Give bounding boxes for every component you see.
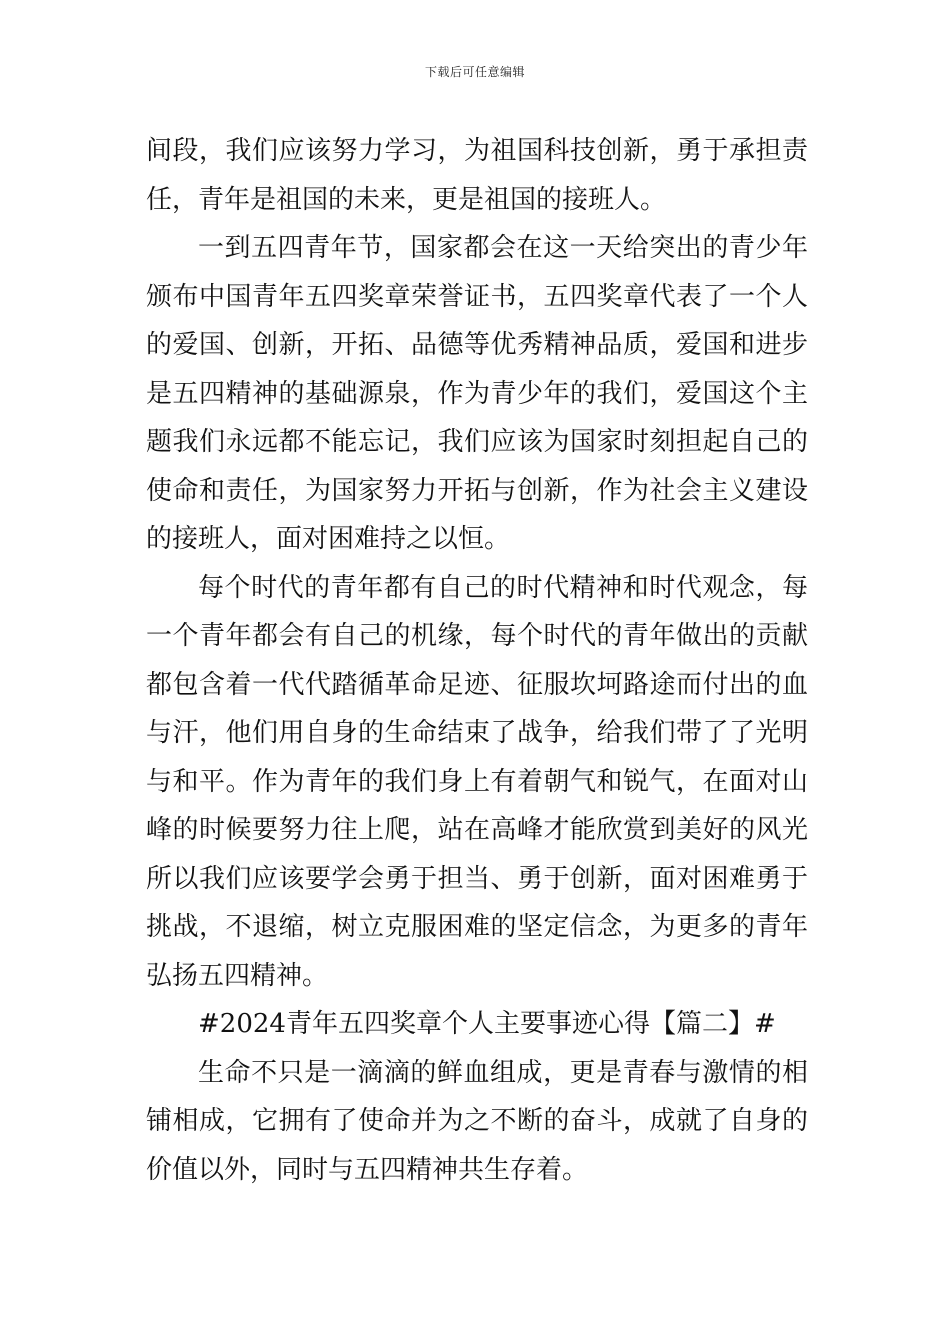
document-body	[146, 127, 808, 1194]
paragraph-2: 一到五四青年节，国家都会在这一天给突出的青少年颁布中国青年五四奖章荣誉证书，五四奖章代表了一个人的爱国、创新，开拓、品德等优秀精神品质，爱国和进步是五四精神的基础源泉，作为青少年的我们，爱国这个主题我们永远都不能忘记，我们应该为国家时刻担起自己的使命和责任，为国家努力开拓与创新，作为社会主义建设的接班人，面对困难持之以恒。	[146, 233, 808, 554]
paragraph-1: 间段，我们应该努力学习，为祖国科技创新，勇于承担责任，青年是祖国的未来，更是祖国的接班人。	[146, 136, 808, 215]
paragraph-3: 每个时代的青年都有自己的时代精神和时代观念，每一个青年都会有自己的机缘，每个时代的青年做出的贡献都包含着一代代踏循革命足迹、征服坎坷路途而付出的血与汗，他们用自身的生命结束了战争，给我们带了了光明与和平。作为青年的我们身上有着朝气和锐气，在面对山峰的时候要努力往上爬，站在高峰才能欣赏到美好的风光所以我们应该要学会勇于担当、勇于创新，面对困难勇于挑战，不退缩，树立克服困难的坚定信念，为更多的青年弘扬五四精神。	[146, 572, 808, 991]
paragraph-4: 生命不只是一滴滴的鲜血组成，更是青春与激情的相铺相成，它拥有了使命并为之不断的奋斗，成就了自身的价值以外，同时与五四精神共生存着。	[146, 1057, 808, 1185]
page-header-note: 下载后可任意编辑	[424, 65, 525, 79]
section-heading: #2024青年五四奖章个人主要事迹心得【篇二】#	[198, 1009, 776, 1039]
